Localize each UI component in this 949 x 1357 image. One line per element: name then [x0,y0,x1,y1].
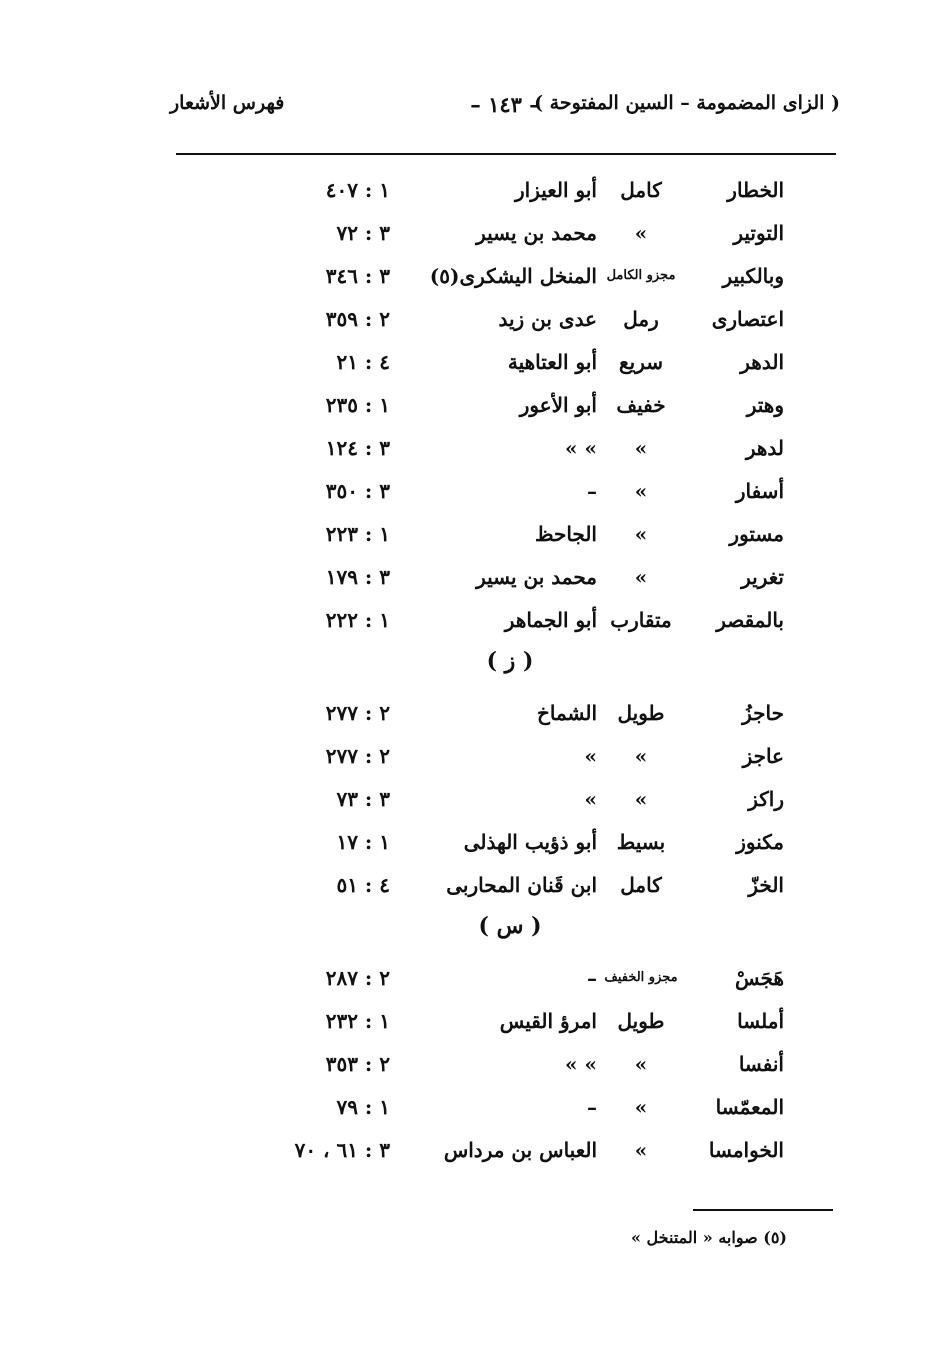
poet-name: » » [565,1052,597,1076]
volume-page-ref: ٣ : ٧٣ [336,787,390,811]
rhyme-word: الخوامسا [708,1138,784,1162]
table-row [0,557,949,597]
rhyme-word: أملسا [737,1009,784,1033]
volume-page-ref: ٢ : ٣٥٣ [325,1052,390,1076]
meter: » [634,565,648,589]
table-row [0,1001,949,1041]
meter: مجزو الكامل [606,268,676,283]
poet-name: العباس بن مرداس [443,1138,597,1162]
table-row [0,1044,949,1084]
rhyme-word: وهتر [746,393,784,417]
table-row [0,736,949,776]
volume-page-ref: ٢ : ٢٨٧ [325,966,390,990]
meter: » [634,787,648,811]
rhyme-word: أنفسا [738,1052,784,1076]
table-row [0,342,949,382]
rhyme-word: لدهر [745,436,784,460]
poet-name: محمد بن يسير [476,221,597,245]
rhyme-word: الدهر [740,350,784,374]
meter: كامل [620,873,662,897]
table-row [0,256,949,296]
table-row [0,213,949,253]
rhyme-word: الخطار [727,178,784,202]
volume-page-ref: ٣ : ٣٥٠ [325,479,390,503]
poet-name: أبو ذؤيب الهذلى [463,830,597,854]
header-section-title: ( الزاى المضمومة – السين المفتوحة ) [534,92,840,114]
rhyme-word: الخزّ [748,873,784,897]
table-row [0,600,949,640]
volume-page-ref: ٢ : ٣٥٩ [325,307,390,331]
rhyme-word: مكنوز [736,830,784,854]
volume-page-ref: ٣ : ٧٢ [336,221,390,245]
volume-page-ref: ٢ : ٢٧٧ [325,701,390,725]
table-row [0,385,949,425]
page-number: – ١٤٣ – [470,92,540,117]
meter: رمل [623,307,659,331]
footnote: (٥) صوابه « المتنخل » [630,1228,787,1247]
volume-page-ref: ٤ : ٥١ [336,873,390,897]
meter: » [634,1052,648,1076]
poet-name: ابن قَنان المحاربى [446,873,597,897]
table-row [0,693,949,733]
poet-name: » » [565,436,597,460]
poet-name: الشماخ [536,701,597,725]
volume-page-ref: ٤ : ٢١ [336,350,390,374]
volume-page-ref: ٣ : ١٢٤ [325,436,390,460]
volume-page-ref: ١ : ١٧ [336,830,390,854]
volume-page-ref: ١ : ٢٣٥ [325,393,390,417]
meter: » [634,522,648,546]
volume-page-ref: ٣ : ٣٤٦ [325,264,390,288]
rhyme-word: أسفار [735,479,784,503]
meter: متقارب [610,608,672,632]
table-row [0,428,949,468]
table-row [0,779,949,819]
poet-name: عدى بن زيد [498,307,597,331]
meter: بسيط [616,830,666,854]
poet-name: محمد بن يسير [476,565,597,589]
page-header [170,92,840,132]
meter: طويل [617,701,665,725]
section-heading: ( ز ) [486,648,534,674]
rhyme-word: المعمّسا [715,1095,784,1119]
meter: » [634,221,648,245]
table-row [0,299,949,339]
volume-page-ref: ١ : ٢٢٣ [325,522,390,546]
volume-page-ref: ١ : ٧٩ [336,1095,390,1119]
meter: » [634,479,648,503]
rhyme-word: مستور [729,522,784,546]
poet-name: – [587,966,597,990]
meter: سريع [618,350,663,374]
rhyme-word: هَجَسْ [735,966,784,990]
header-index-title: فهرس الأشعار [170,92,285,114]
meter: خفيف [616,393,666,417]
poet-name: الجاحظ [534,522,597,546]
meter: » [634,436,648,460]
meter: طويل [617,1009,665,1033]
rhyme-word: تغرير [741,565,784,589]
table-row [0,471,949,511]
rhyme-word: بالمقصر [716,608,784,632]
rhyme-word: وبالكبير [722,264,784,288]
poet-name: » [584,787,597,811]
table-row [0,1130,949,1170]
table-row [0,822,949,862]
volume-page-ref: ٣ : ٦١ ، ٧٠ [294,1138,390,1162]
poet-name: المنخل اليشكرى(٥) [429,264,597,288]
rhyme-word: التوتير [733,221,784,245]
rhyme-word: عاجز [742,744,784,768]
table-row [0,170,949,210]
volume-page-ref: ١ : ٢٣٢ [325,1009,390,1033]
volume-page-ref: ١ : ٢٢٢ [325,608,390,632]
table-row [0,1087,949,1127]
header-rule [176,153,836,155]
rhyme-word: اعتصارى [711,307,784,331]
meter: » [634,1095,648,1119]
meter: كامل [620,178,662,202]
volume-page-ref: ٣ : ١٧٩ [325,565,390,589]
table-row [0,865,949,905]
poet-name: » [584,744,597,768]
meter: » [634,1138,648,1162]
poet-name: – [587,1095,597,1119]
poet-name: أبو العتاهية [507,350,597,374]
table-row [0,958,949,998]
meter: مجزو الخفيف [604,970,678,985]
poet-name: – [587,479,597,503]
footnote-rule [693,1209,833,1211]
poet-name: امرؤ القيس [499,1009,597,1033]
volume-page-ref: ١ : ٤٠٧ [325,178,390,202]
poet-name: أبو الأعور [519,393,597,417]
meter: » [634,744,648,768]
volume-page-ref: ٢ : ٢٧٧ [325,744,390,768]
rhyme-word: راكز [748,787,784,811]
poet-name: أبو العيزار [514,178,597,202]
poet-name: أبو الجماهر [504,608,597,632]
rhyme-word: حاجزُ [742,701,784,725]
table-row [0,514,949,554]
section-heading: ( س ) [478,913,542,939]
